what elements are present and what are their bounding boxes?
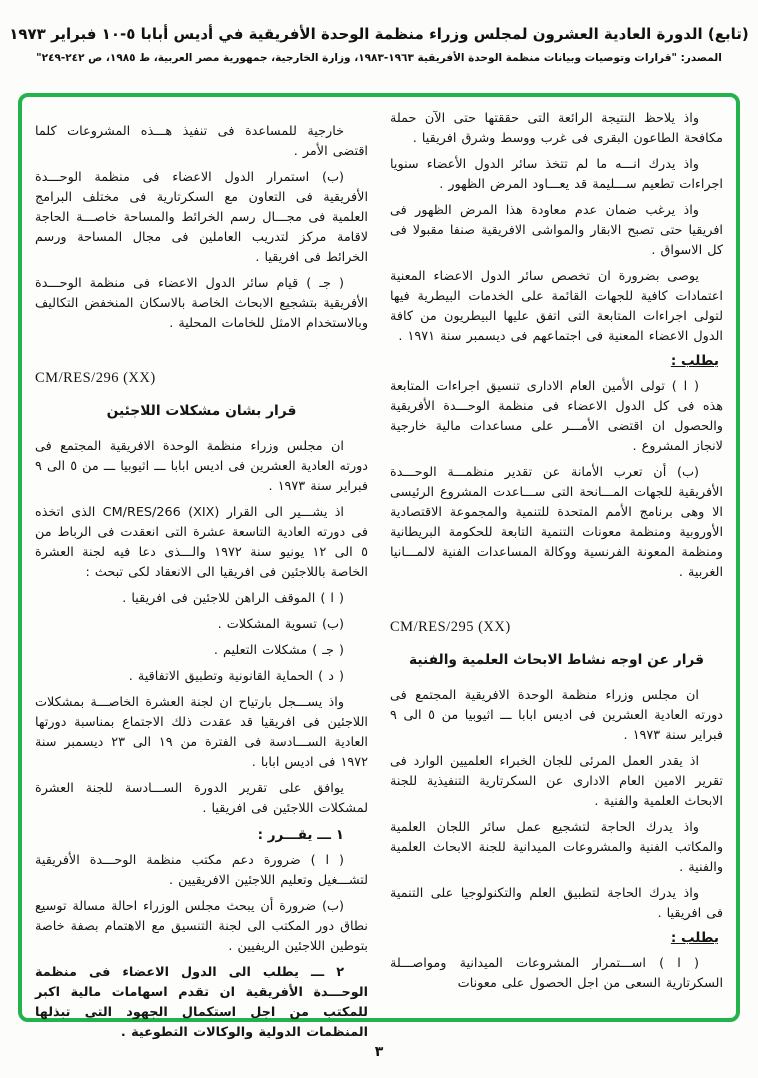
page-title: (تابع) الدورة العادية العشرون لمجلس وزراء منظمة الوحدة الأفريقية في أديس أبابا ٥-١٠ فبراير ١٩٧٣ (9, 25, 749, 43)
paragraph: ( ا ) ضرورة دعم مكتب منظمة الوحـــدة الأفريقية لتشـــغيل وتعليم اللاجئين الافريقيين . (35, 853, 368, 888)
column-left (35, 109, 368, 1040)
paragraph: واذ يدرك انـــه ما لم تتخذ سائر الدول الأعضاء سنويا اجراءات تطعيم ســـليمة قد يعـــاود المرض الظهور . (390, 157, 723, 192)
paragraph: خارجية للمساعدة فى تنفيذ هـــذه المشروعات كلما اقتضى الأمر . (35, 124, 368, 159)
paragraph: ٢ ـــ يطلب الى الدول الاعضاء فى منظمة الوحـــدة الأفريقية ان تقدم اسهامات مالية اكبر للمكتب من اجل استكمال الجهود التى تبذلها المنظمات الدولية والوكالات التطوعية . (35, 965, 368, 1040)
paragraph: يوصى بضرورة ان تخصص سائر الدول الاعضاء المعنية اعتمادات كافية للجهات القائمة على الخدمات البيطرية فيها لتولى اجراءات المتابعة التى اتفق عليها البيطريون من كافة الدول الاعضاء المعنية فى اجتماعهم فى ديسمبر سنة ١٩٧١ . (390, 269, 723, 344)
paragraph: واذ يســـجل بارتياح ان لجنة العشرة الخاصـــة بمشكلات اللاجئين فى افريقيا قد عقدت ذلك الاجتماع بمناسبة دورتها العادية الســـادسة فى الفترة من ١٩ الى ٢٣ ديسمبر سنة ١٩٧٢ فى اديس ابابا . (35, 695, 368, 770)
page-number: ٣ (374, 1044, 384, 1060)
paragraph: واذ يرغب ضمان عدم معاودة هذا المرض الظهور فى افريقيا حتى تصبح الابقار والمواشى الافريقية صنفا مقبولا فى كل الاسواق . (390, 203, 723, 258)
paragraph: ان مجلس وزراء منظمة الوحدة الافريقية المجتمع فى دورته العادية العشرين فى اديس ابابا ـــ اثيوبيا ـــ من ٥ الى ٩ فبراير سنة ١٩٧٣ . (35, 439, 368, 494)
paragraph: يوافق على تقرير الدورة الســـادسة للجنة العشرة لمشكلات اللاجئين فى افريقيا . (35, 781, 368, 816)
section-heading: ١ ـــ يقـــرر : (257, 827, 344, 843)
two-column-layout (22, 97, 736, 1040)
paragraph: (ب) تسوية المشكلات . (217, 617, 344, 632)
paragraph: ان مجلس وزراء منظمة الوحدة الافريقية المجتمع فى دورته العادية العشرين فى اديس ابابا ـــ اثيوبيا من ٥ الى ٩ فبراير سنة ١٩٧٣ . (390, 688, 723, 743)
paragraph: ( ا ) الموقف الراهن للاجئين فى افريقيا . (122, 591, 344, 606)
paragraph: اذ يشـــير الى القرار CM/RES/266 (XIX) الذى اتخذه فى دورته العادية التاسعة عشرة التى انعقدت فى الرباط من ٥ الى ١٢ يونيو سنة ١٩٧٢ والـــذى دعا فيه لجنة العشرة الخاصة باللاجئين فى افريقيا الى الانعقاد لكى تبحث : (35, 505, 368, 580)
paragraph: (ب) ضرورة أن يبحث مجلس الوزراء احالة مسالة توسيع نطاق دور المكتب الى لجنة التنسيق مع الاهتمام بصفة خاصة بتوطين اللاجئين الريفيين . (35, 899, 368, 954)
paragraph: (ب) استمرار الدول الاعضاء فى منظمة الوحـــدة الأفريقية فى التعاون مع السكرتارية فى مختلف البرامج العلمية فى مجـــال رسم الخرائط والمساحة خاصـــة الحاجة لاقامة مركز لتدريب العاملين فى مجال المساحة ورسم الخرائط فى افريقيا . (35, 170, 368, 265)
resolution-title: قرار عن اوجه نشاط الابحاث العلمية والفنية (408, 652, 705, 668)
paragraph: اذ يقدر العمل المرئى للجان الخبراء العلميين الوارد فى تقرير الامين العام الادارى عن السكرتارية التنفيذية للجنة الابحاث العلمية والفنية . (390, 754, 723, 809)
paragraph: ( جـ ) قيام سائر الدول الاعضاء فى منظمة الوحـــدة الأفريقية بتشجيع الابحاث الخاصة بالاسكان المنخفض التكاليف وبالاستخدام الامثل للخامات المحلية . (35, 276, 368, 331)
paragraph: (ب) أن تعرب الأمانة عن تقدير منظمـــة الوحـــدة الأفريقية للجهات المـــانحة التى ســـاعدت المشروع الرئيسى الا وهى برنامج الأمم المتحدة للتنمية والمجموعة الاقتصادية الأوروبية ومنظمة معونات التنمية التابعة للحكومة البريطانية ومنظمة المعونة الفرنسية ووكالة المساعدات الفنية لالمـــانيا الغربية . (390, 465, 723, 580)
section-heading: يطلب : (670, 353, 719, 369)
paragraph: ( ا ) اســـتمرار المشروعات الميدانية ومواصـــلة السكرتارية السعى من اجل الحصول على معونات (390, 956, 723, 991)
paragraph: واذ يلاحظ النتيجة الرائعة التى حققتها حتى الآن حملة مكافحة الطاعون البقرى فى غرب ووسط وشرق افريقيا . (390, 111, 723, 146)
page-header (0, 0, 758, 66)
paragraph: واذ يدرك الحاجة لتطبيق العلم والتكنولوجيا على التنمية فى افريقيا . (390, 886, 723, 921)
column-right (390, 109, 723, 1008)
resolution-number: CM/RES/296 (XX) (35, 370, 156, 386)
paragraph: ( ا ) تولى الأمين العام الادارى تنسيق اجراءات المتابعة هذه فى كل الدول الاعضاء فى منظمة الوحـــدة الأفريقية والحصول ان اقتضى الأمـــر على مساعدات مالية خارجية لانجاز المشروع . (390, 379, 723, 454)
resolution-title: قرار بشان مشكلات اللاجئين (106, 403, 297, 419)
paragraph: واذ يدرك الحاجة لتشجيع عمل سائر اللجان العلمية والمكاتب الفنية والمشروعات الميدانية للجنة الابحاث العلمية والفنية . (390, 820, 723, 875)
resolution-number: CM/RES/295 (XX) (390, 619, 511, 635)
paragraph: ( د ) الحماية القانونية وتطبيق الاتفاقية . (128, 669, 344, 684)
source-line: المصدر: "قرارات وتوصيات وبيانات منظمة الوحدة الأفريقية ١٩٦٣-١٩٨٣، وزارة الخارجية، جمهورية مصر العربية، ط ١٩٨٥، ص ٢٤٢-٢٤٩" (36, 52, 722, 64)
document-frame (18, 93, 740, 1040)
paragraph: ( جـ ) مشكلات التعليم . (213, 643, 344, 658)
section-heading: يطلب : (670, 930, 719, 946)
